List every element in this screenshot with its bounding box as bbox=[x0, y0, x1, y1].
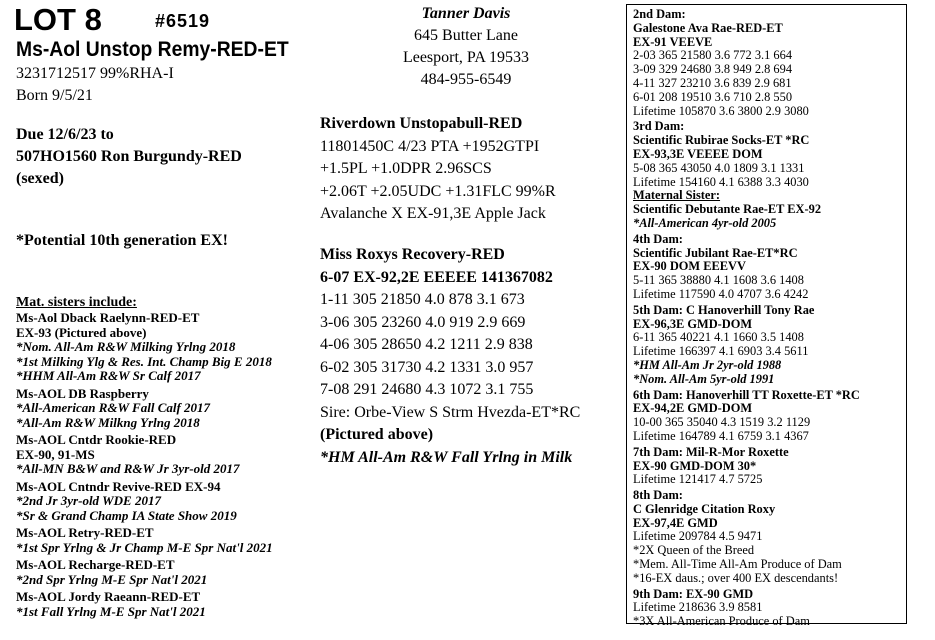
owner-street: 645 Butter Lane bbox=[414, 27, 518, 44]
pedigree-line: EX-96,3E GMD-DOM bbox=[633, 316, 753, 331]
sister-award: *2nd Spr Yrlng M-E Spr Nat'l 2021 bbox=[16, 571, 208, 587]
pedigree-line: Scientific Debutante Rae-ET EX-92 bbox=[633, 202, 822, 217]
pedigree-line: C Glenridge Citation Roxy bbox=[633, 501, 776, 516]
pedigree-line: 4th Dam: bbox=[633, 231, 683, 246]
pedigree-line: Lifetime 164789 4.1 6759 3.1 4367 bbox=[633, 428, 809, 443]
pedigree-line: 10-00 365 35040 4.3 1519 3.2 1129 bbox=[633, 415, 811, 430]
lot-number: #6519 bbox=[155, 11, 211, 31]
pedigree-line: EX-97,4E GMD bbox=[633, 515, 718, 530]
sire-section bbox=[320, 113, 556, 226]
sexed-note: (sexed) bbox=[16, 170, 64, 187]
dam-record: 6-02 305 31730 4.2 1331 3.0 957 bbox=[320, 358, 534, 376]
pedigree-line: Scientific Rubirae Socks-ET *RC bbox=[633, 133, 810, 148]
pedigree-line: *2X Queen of the Breed bbox=[633, 543, 755, 558]
sister-entry bbox=[16, 590, 273, 619]
dam-section bbox=[320, 244, 580, 469]
pedigree-line: *Mem. All-Time All-Am Produce of Dam bbox=[633, 557, 842, 572]
dam-record: 1-11 305 21850 4.0 878 3.1 673 bbox=[320, 291, 525, 308]
pedigree-line: 2-03 365 21580 3.6 772 3.1 664 bbox=[633, 48, 793, 63]
owner-contact bbox=[346, 3, 586, 91]
sister-award: *1st Fall Yrlng M-E Spr Nat'l 2021 bbox=[16, 603, 206, 619]
service-sire: 507HO1560 Ron Burgundy-RED bbox=[16, 148, 242, 165]
pedigree-line: Lifetime 209784 4.5 9471 bbox=[633, 529, 763, 544]
sister-detail: EX-90, 91-MS bbox=[16, 446, 95, 462]
sister-name: Ms-AOL Retry-RED-ET bbox=[16, 525, 154, 540]
dam-award: *HM All-Am R&W Fall Yrlng in Milk bbox=[320, 448, 573, 466]
dam-record: 3-06 305 23260 4.0 919 2.9 669 bbox=[320, 313, 526, 331]
pedigree-generation bbox=[633, 588, 860, 629]
sister-entry bbox=[16, 558, 273, 587]
pedigree-line: Galestone Ava Rae-RED-ET bbox=[633, 20, 783, 35]
pedigree-line: 2nd Dam: bbox=[633, 7, 686, 21]
pedigree-line: *Nom. All-Am 5yr-old 1991 bbox=[633, 371, 775, 386]
owner-city: Leesport, PA 19533 bbox=[402, 49, 530, 66]
sister-entry bbox=[16, 387, 273, 431]
sister-name: Ms-AOL DB Raspberry bbox=[16, 385, 149, 401]
generation-note: *Potential 10th generation EX! bbox=[16, 232, 228, 249]
sister-award: *1st Spr Yrlng & Jr Champ M-E Spr Nat'l 2021 bbox=[16, 539, 273, 555]
pedigree-generation bbox=[633, 304, 860, 387]
birth-date: Born 9/5/21 bbox=[16, 87, 93, 104]
sire-line: Avalanche X EX-91,3E Apple Jack bbox=[320, 205, 546, 222]
dam-record: 4-06 305 28650 4.2 1211 2.9 838 bbox=[320, 336, 533, 353]
sisters-header: Mat. sisters include: bbox=[16, 295, 137, 310]
sister-name: Ms-Aol Dback Raelynn-RED-ET bbox=[16, 310, 200, 325]
pedigree-line: 6-11 365 40221 4.1 1660 3.5 1408 bbox=[633, 330, 804, 345]
pedigree-line: Lifetime 121417 4.7 5725 bbox=[633, 472, 763, 487]
sire-line: 11801450C 4/23 PTA +1952GTPI bbox=[320, 137, 540, 155]
pedigree-line: 3-09 329 24680 3.8 949 2.8 694 bbox=[633, 62, 793, 77]
sister-entry bbox=[16, 311, 273, 384]
sister-award: *1st Milking Ylg & Res. Int. Champ Big E 2018 bbox=[16, 353, 272, 369]
pedigree-line: 3rd Dam: bbox=[633, 119, 685, 134]
pedigree-generation bbox=[633, 8, 860, 118]
sire-line: +2.06T +2.05UDC +1.31FLC 99%R bbox=[320, 182, 556, 200]
sister-entry bbox=[16, 480, 273, 524]
pedigree-line: 5-08 365 43050 4.0 1809 3.1 1331 bbox=[633, 160, 805, 175]
sister-award: *All-American R&W Fall Calf 2017 bbox=[16, 400, 211, 415]
sister-award: *Sr & Grand Champ IA State Show 2019 bbox=[16, 507, 237, 523]
sister-entry bbox=[16, 526, 273, 555]
registration: 3231712517 99%RHA-I bbox=[16, 65, 174, 82]
sister-award: *All-MN B&W and R&W Jr 3yr-old 2017 bbox=[16, 461, 240, 476]
sister-award: *2nd Jr 3yr-old WDE 2017 bbox=[16, 493, 161, 508]
service-info bbox=[16, 124, 242, 190]
pedigree-line: EX-93,3E VEEEE DOM bbox=[633, 146, 763, 161]
sister-name: Ms-AOL Cntdr Rookie-RED bbox=[16, 432, 177, 447]
pedigree-generation bbox=[633, 120, 860, 230]
animal-name: Ms-Aol Unstop Remy-RED-ET bbox=[16, 38, 289, 61]
pedigree-generation bbox=[633, 233, 860, 302]
owner-name: Tanner Davis bbox=[421, 5, 511, 22]
pedigree-line: Lifetime 105870 3.6 3800 2.9 3080 bbox=[633, 103, 809, 118]
pedigree-line: Lifetime 154160 4.1 6388 3.3 4030 bbox=[633, 174, 809, 189]
sister-name: Ms-AOL Jordy Raeann-RED-ET bbox=[16, 589, 201, 604]
pedigree-line: 7th Dam: Mil-R-Mor Roxette bbox=[633, 444, 789, 459]
dam-record: 7-08 291 24680 4.3 1072 3.1 755 bbox=[320, 381, 534, 398]
pedigree-line: 4-11 327 23210 3.6 839 2.9 681 bbox=[633, 75, 792, 90]
due-line: Due 12/6/23 to bbox=[16, 126, 114, 143]
pedigree-line: Maternal Sister: bbox=[633, 188, 721, 203]
sister-name: Ms-AOL Cntndr Revive-RED EX-94 bbox=[16, 478, 221, 494]
dam-pictured: (Pictured above) bbox=[320, 426, 434, 443]
pedigree-line: EX-90 DOM EEEVV bbox=[633, 259, 746, 274]
pedigree-line: 5th Dam: C Hanoverhill Tony Rae bbox=[633, 302, 815, 317]
pedigree-line: Lifetime 117590 4.0 4707 3.6 4242 bbox=[633, 286, 809, 301]
lot-label: LOT 8 bbox=[14, 2, 102, 37]
pedigree-line: 6th Dam: Hanoverhill TT Roxette-ET *RC bbox=[633, 387, 860, 402]
dam-name: Miss Roxys Recovery-RED bbox=[320, 246, 505, 263]
pedigree-line: 6-01 208 19510 3.6 710 2.8 550 bbox=[633, 89, 793, 104]
sister-award: *HHM All-Am R&W Sr Calf 2017 bbox=[16, 368, 201, 383]
pedigree-line: 5-11 365 38880 4.1 1608 3.6 1408 bbox=[633, 273, 804, 288]
sire-line: +1.5PL +1.0DPR 2.96SCS bbox=[320, 160, 492, 177]
pedigree-generation bbox=[633, 489, 860, 586]
pedigree-generation bbox=[633, 389, 860, 444]
owner-phone: 484-955-6549 bbox=[420, 71, 512, 88]
pedigree-generation bbox=[633, 446, 860, 487]
pedigree-line: EX-90 GMD-DOM 30* bbox=[633, 458, 757, 473]
pedigree-line: Scientific Jubilant Rae-ET*RC bbox=[633, 245, 798, 260]
pedigree-line: EX-94,2E GMD-DOM bbox=[633, 401, 753, 416]
dam-classification: 6-07 EX-92,2E EEEEE 141367082 bbox=[320, 268, 553, 286]
pedigree-line: *3X All-American Produce of Dam bbox=[633, 614, 810, 629]
sister-award: *All-Am R&W Milkng Yrlng 2018 bbox=[16, 414, 200, 430]
pedigree-line: *HM All-Am Jr 2yr-old 1988 bbox=[633, 357, 782, 372]
dam-sire: Sire: Orbe-View S Strm Hvezda-ET*RC bbox=[320, 403, 581, 421]
sister-award: *Nom. All-Am R&W Milking Yrlng 2018 bbox=[16, 339, 236, 354]
sisters-list bbox=[16, 311, 273, 619]
pedigree-list bbox=[633, 8, 860, 629]
pedigree-line: *All-American 4yr-old 2005 bbox=[633, 215, 777, 230]
sire-name: Riverdown Unstopabull-RED bbox=[320, 115, 523, 132]
pedigree-box bbox=[626, 4, 907, 629]
sister-name: Ms-AOL Recharge-RED-ET bbox=[16, 557, 175, 572]
pedigree-line: 8th Dam: bbox=[633, 488, 683, 503]
pedigree-line: 9th Dam: EX-90 GMD bbox=[633, 586, 754, 601]
sister-entry bbox=[16, 433, 273, 477]
pedigree-line: Lifetime 166397 4.1 6903 3.4 5611 bbox=[633, 344, 809, 359]
sister-detail: EX-93 (Pictured above) bbox=[16, 324, 147, 340]
pedigree-line: *16-EX daus.; over 400 EX descendants! bbox=[633, 570, 839, 585]
pedigree-line: Lifetime 218636 3.9 8581 bbox=[633, 600, 763, 615]
pedigree-line: EX-91 VEEVE bbox=[633, 34, 713, 49]
